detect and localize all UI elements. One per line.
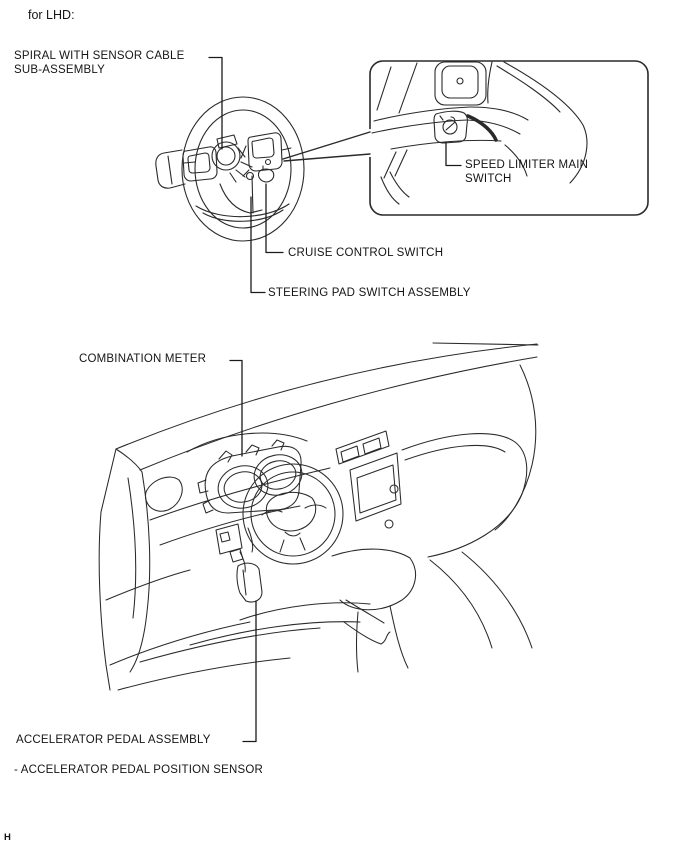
callout-pointer-lines xyxy=(283,132,370,161)
speed-limiter-icon xyxy=(440,116,457,134)
accelerator-pedal-assembly xyxy=(216,524,262,602)
cruise-leader-line xyxy=(266,184,283,253)
accelerator-sensor-label: - ACCELERATOR PEDAL POSITION SENSOR xyxy=(14,764,263,776)
speed-limiter-leader-line xyxy=(446,142,461,166)
wheel-rim-outer xyxy=(182,97,304,241)
dashboard-steering-wheel xyxy=(243,464,343,564)
spiral-leader-line xyxy=(209,58,222,150)
combination-meter xyxy=(198,440,306,513)
callout-border xyxy=(370,61,648,215)
combination-meter-label: COMBINATION METER xyxy=(79,353,207,365)
speed-limiter-label-line1: SPEED LIMITER MAIN xyxy=(465,159,589,171)
accelerator-assembly-label: ACCELERATOR PEDAL ASSEMBLY xyxy=(16,734,211,746)
cruise-control-label: CRUISE CONTROL SWITCH xyxy=(288,247,444,259)
dashboard-illustration xyxy=(99,343,538,690)
center-stack xyxy=(336,431,527,557)
steering-wheel-illustration xyxy=(156,97,304,241)
cruise-control-switch xyxy=(258,169,273,182)
spiral-label-line2: SUB-ASSEMBLY xyxy=(14,64,106,76)
speed-limiter-switch xyxy=(434,111,467,143)
speed-limiter-label-line2: SWITCH xyxy=(465,173,512,185)
orientation-note: for LHD: xyxy=(28,8,75,22)
page-footer-mark: H xyxy=(4,832,11,843)
combination-meter-leader-line xyxy=(230,361,242,457)
steering-pad-label: STEERING PAD SWITCH ASSEMBLY xyxy=(268,287,471,299)
spiral-label-line1: SPIRAL WITH SENSOR CABLE xyxy=(14,50,185,62)
callout-box xyxy=(283,61,648,215)
